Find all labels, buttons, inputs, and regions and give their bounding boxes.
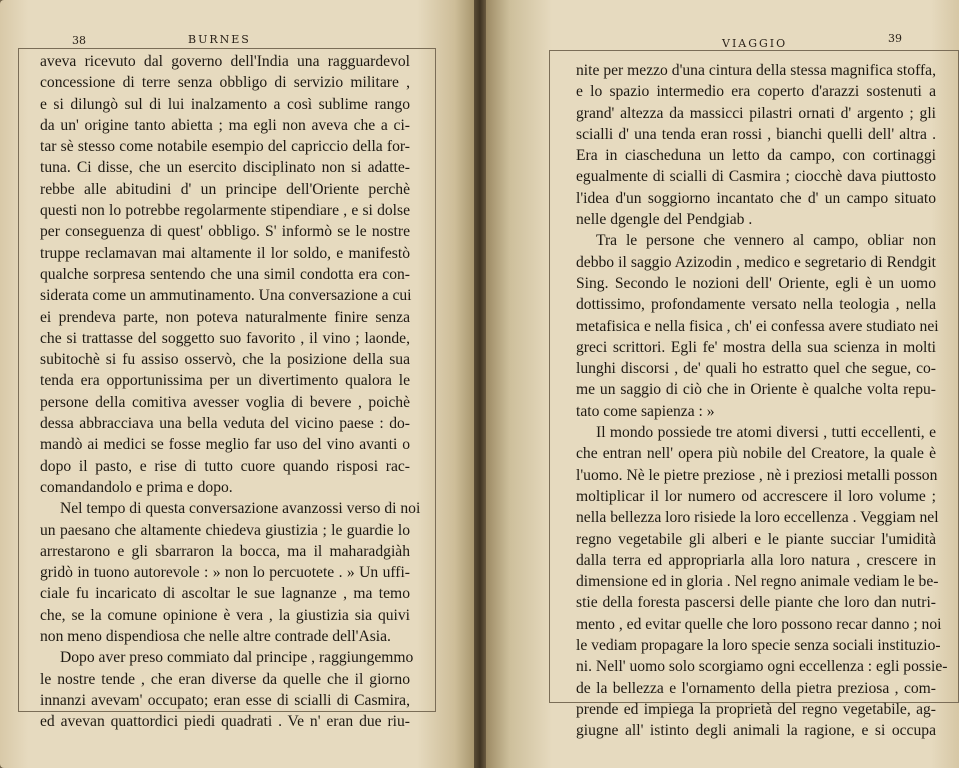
text-line: Il mondo possiede tre atomi diversi , tutti eccellenti, e: [596, 424, 936, 442]
text-line: questi non lo potrebbe regolarmente stipendiare , e si dolse: [40, 202, 410, 220]
text-line: greci scrittori. Egli fe' mostra della sua scienza in molti: [576, 338, 936, 356]
text-line: e si dilungò sul di lui inalzamento a così sublime rango: [40, 95, 410, 113]
text-line: da un' origine tanto abietta ; ma egli non aveva che a ci-: [40, 116, 410, 134]
text-line: scialli d' una tenda eran rossi , bianchi quelli dell' altra .: [576, 125, 936, 143]
text-line: tar sè stesso come notabile esempio del capriccio della for-: [40, 138, 410, 156]
text-line: arrestarono e gli sbarraron la bocca, ma il maharadgiàh: [40, 542, 410, 560]
text-line: persone della comitiva avesser voglia di bevere , poichè: [40, 393, 410, 411]
text-line: stie della foresta pascersi delle piante che loro dan nutri-: [576, 594, 936, 612]
text-line: metafisica e nella fisica , ch' ei confessa avere studiato nei: [576, 317, 939, 335]
text-line: non meno dispendiosa che nelle altre contrade dell'Asia.: [40, 628, 391, 646]
text-line: ciale fu incaricato di ascoltar le sue lagnanze , ma temo: [40, 585, 410, 603]
text-line: le nostre tende , che eran diverse da quelle che il giorno: [40, 670, 410, 688]
text-line: gridò in tuono autorevole : » non lo percuotete . » Un uffi-: [40, 564, 410, 582]
text-line: che, se la comune opinione è vera , la giustizia sia quivi: [40, 606, 410, 624]
text-line: per conseguenza di quest' obbligo. S' informò se le nostre: [40, 223, 410, 241]
text-line: siderata come un ammutinamento. Una conversazione a cui: [40, 287, 412, 305]
text-line: nite per mezzo d'una cintura della stessa magnifica stoffa,: [576, 62, 936, 79]
left-running-head: BURNES: [188, 33, 251, 46]
text-line: de la bellezza e l'ornamento della pietra preziosa , com-: [576, 679, 936, 697]
left-page: [0, 0, 474, 768]
text-line: ed avevan quattordici piedi quadrati . Ve n' eran due riu-: [40, 713, 410, 731]
text-line: debbo il saggio Azizodin , medico e segretario di Rendgit: [576, 253, 936, 271]
text-line: dottissimo, profondamente versato nella teologia , nella: [576, 296, 936, 314]
right-page-number: 39: [888, 32, 902, 45]
text-line: e lo spazio intermedio era coperto d'arazzi sostenuti a: [576, 83, 936, 101]
text-line: Dopo aver preso commiato dal principe , raggiungemmo: [60, 649, 414, 667]
text-line: tuna. Ci disse, che un esercito disciplinato non si adatte-: [40, 159, 410, 177]
left-page-number: 38: [72, 34, 86, 47]
text-line: tato come sapienza : »: [576, 402, 715, 420]
text-line: truppe reclamavan mai altamente il lor soldo, e manifestò: [40, 244, 410, 262]
text-line: giugne all' istinto degli animali la ragione, e si occupa: [576, 722, 936, 740]
book-spine: [474, 0, 486, 768]
text-line: nella bellezza loro risiede la loro eccellenza . Veggiam nel: [576, 509, 939, 527]
text-line: nelle dgengle del Pendgiab .: [576, 211, 753, 229]
text-line: Sing. Secondo le nozioni dell' Oriente, egli è un uomo: [576, 274, 936, 292]
text-line: subitochè si fu assiso osservò, che la posizione della sua: [40, 351, 410, 369]
text-line: innanzi avevam' occupato; eran esse di scialli di Casmira,: [40, 691, 410, 709]
text-line: tenda era opportunissima per un divertimento qualora le: [40, 372, 410, 390]
text-line: Nel tempo di questa conversazione avanzossi verso di noi: [60, 500, 421, 518]
text-line: lunghi discorsi , de' quali ho estratto quel che segue, co-: [576, 360, 936, 378]
text-line: dimensione ed in gloria . Nel regno animale vediam le be-: [576, 573, 939, 591]
text-line: dalla terra ed appropriarla alla loro natura , crescere in: [576, 551, 936, 569]
right-page-body: [576, 60, 948, 742]
text-line: me un saggio di ciò che in Oriente è qualche volta repu-: [576, 381, 936, 399]
text-line: rebbe alle abitudini d' un principe dell'Oriente perchè: [40, 180, 410, 198]
text-line: egualmente di scialli di Casmira ; ciocchè dava piuttosto: [576, 168, 936, 186]
text-line: dessa abbracciava una bella veduta del vicino paese : do-: [40, 415, 410, 433]
text-line: l'uomo. Nè le pietre preziose , nè i preziosi metalli posson: [576, 466, 938, 484]
text-line: che si trattasse del soggetto suo favorito , il vino ; laonde,: [40, 329, 410, 347]
left-page-body: [40, 51, 421, 733]
text-line: le vediam propagare la loro specie senza sociali instituzio-: [576, 637, 941, 655]
text-line: l'idea d'un soggiorno incantato che d' un campo situato: [576, 189, 936, 207]
text-line: aveva ricevuto dal governo dell'India una ragguardevol: [40, 53, 410, 70]
text-line: qualche sorpresa sentendo che una simil condotta era con-: [40, 265, 410, 283]
right-page: [486, 0, 959, 768]
text-line: moltiplicar il lor numero od accrescere il loro volume ;: [576, 487, 936, 505]
text-line: dopo il pasto, e rise di tutto cuore quando risposi rac-: [40, 457, 410, 475]
text-line: ei prendeva parte, non poteva naturalmente finire senza: [40, 308, 410, 326]
text-line: mento , ed evitar quelle che loro possono recar danno ; noi: [576, 615, 942, 633]
text-line: mandò ai medici se fosse meglio far uso del vino avanti o: [40, 436, 410, 454]
text-line: Era in ciascheduna un letto da campo, con cortinaggi: [576, 147, 936, 165]
right-running-head: VIAGGIO: [722, 37, 788, 50]
text-line: Tra le persone che vennero al campo, obliar non: [596, 232, 936, 250]
text-line: grand' altezza da massicci pilastri ornati d' argento ; gli: [576, 104, 936, 122]
text-line: comandandolo e prima e dopo.: [40, 478, 233, 496]
text-line: regno vegetabile gli alberi e le piante succiar l'umidità: [576, 530, 936, 548]
text-line: che entran nell' opera più nobile del Creatore, la quale è: [576, 445, 936, 463]
text-line: ni. Nell' uomo solo scorgiamo ogni eccellenza : egli possie-: [576, 658, 948, 676]
text-line: un paesano che altamente chiedeva giustizia ; le guardie lo: [40, 521, 410, 539]
text-line: concessione di terre senza obbligo di servizio militare ,: [40, 74, 410, 92]
text-line: prende ed impiega la proprietà del regno vegetabile, ag-: [576, 700, 936, 718]
